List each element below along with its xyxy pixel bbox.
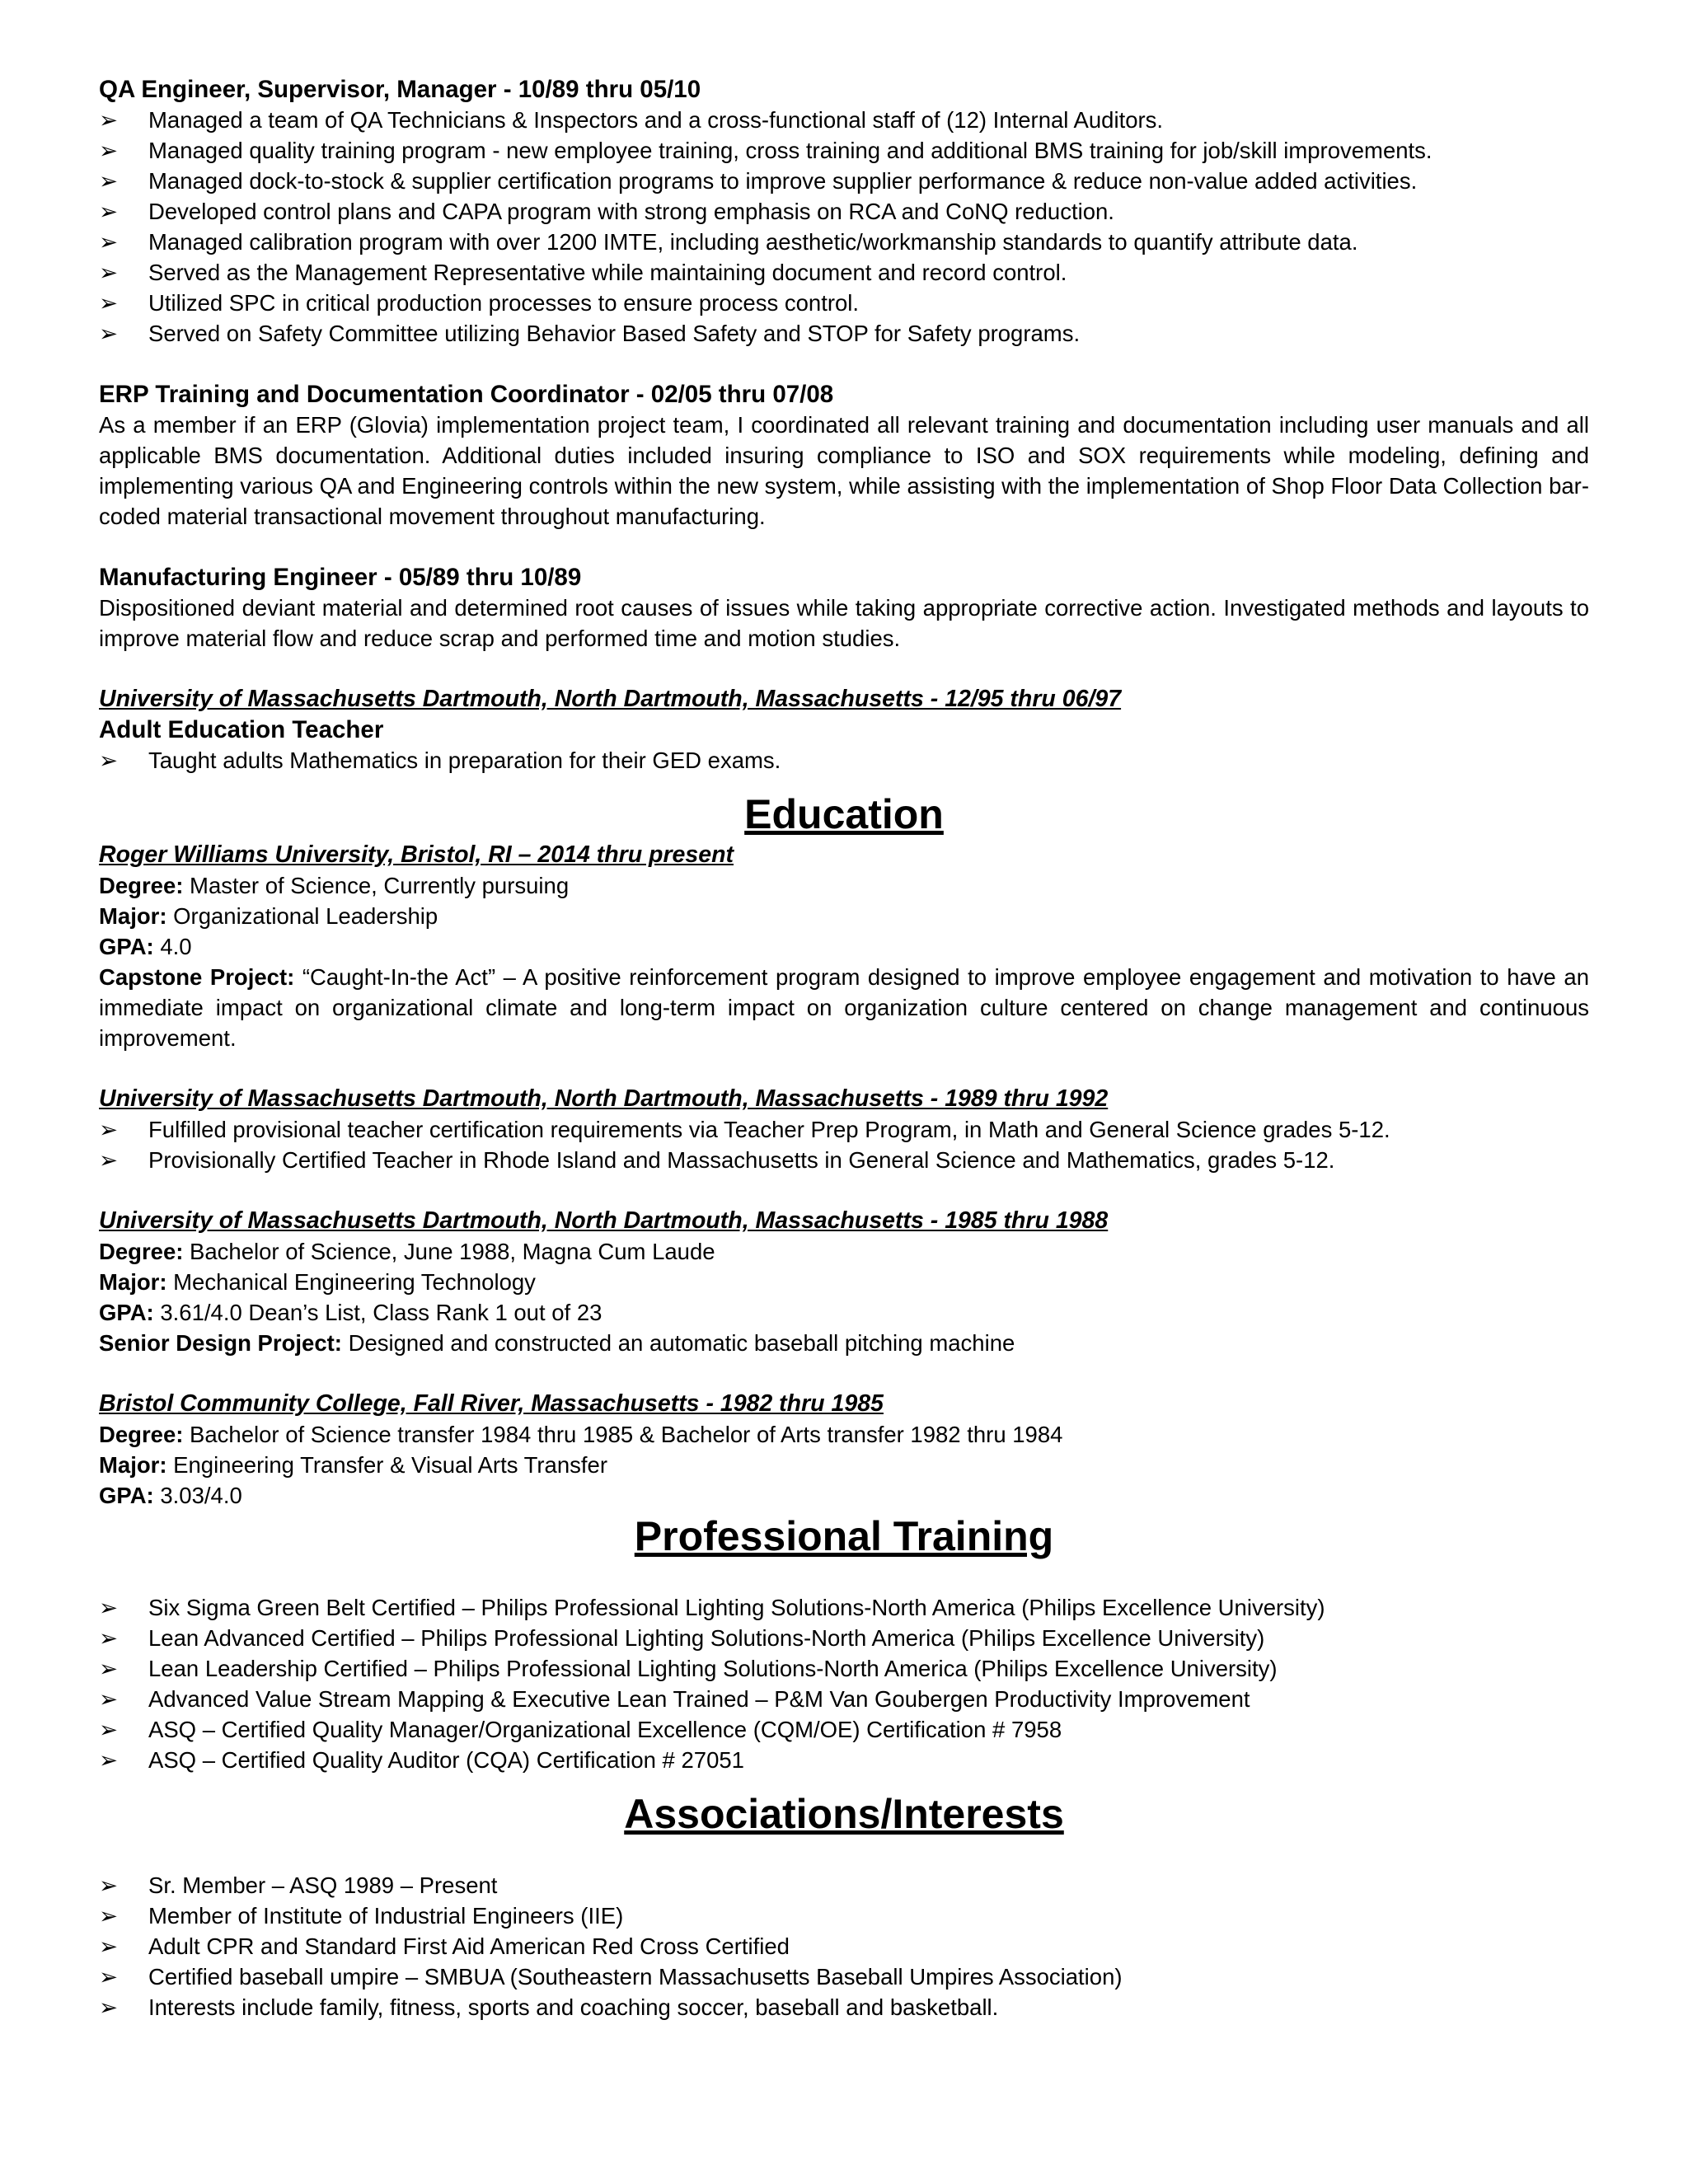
bullet-arrow-icon: ➢ [99, 1964, 119, 1990]
list-item: ➢ Interests include family, fitness, sports and coaching soccer, baseball and basketball. [99, 1992, 1589, 2022]
list-item: ➢ Developed control plans and CAPA program with strong emphasis on RCA and CoNQ reduction. [99, 196, 1589, 227]
bullet-arrow-icon: ➢ [99, 138, 119, 163]
list-item: ➢ Managed a team of QA Technicians & Inspectors and a cross-functional staff of (12) Internal Auditors. [99, 105, 1589, 135]
list-item: ➢ Six Sigma Green Belt Certified – Philips Professional Lighting Solutions-North America (Philips Excellence University) [99, 1592, 1589, 1623]
bullet-arrow-icon: ➢ [99, 1625, 119, 1651]
bcc-major: Major: Engineering Transfer & Visual Arts Transfer [99, 1452, 607, 1478]
bullet-arrow-icon: ➢ [99, 1933, 119, 1959]
list-item: ➢ Certified baseball umpire – SMBUA (Southeastern Massachusetts Baseball Umpires Association) [99, 1961, 1589, 1992]
qa-role-bullets [99, 105, 1589, 349]
bullet-arrow-icon: ➢ [99, 1903, 119, 1929]
bullet-arrow-icon: ➢ [99, 1117, 119, 1142]
list-item: ➢ Served on Safety Committee utilizing Behavior Based Safety and STOP for Safety programs. [99, 318, 1589, 349]
rwu-capstone: Capstone Project: “Caught-In-the Act” – A positive reinforcement program designed to improve employee engagement and motivation to have an immediate impact on organizational climate and long-term impact on organization culture centered on change management and continuous improvement. [99, 964, 1589, 1051]
umass-bs-org: University of Massachusetts Dartmouth, North Dartmouth, Massachusetts - 1985 thru 1988 [99, 1207, 1109, 1234]
umass-bs-gpa: GPA: 3.61/4.0 Dean’s List, Class Rank 1 out of 23 [99, 1300, 603, 1325]
bullet-arrow-icon: ➢ [99, 290, 119, 316]
bullet-arrow-icon: ➢ [99, 168, 119, 194]
list-item: ➢ Provisionally Certified Teacher in Rhode Island and Massachusetts in General Science and Mathematics, grades 5-12. [99, 1145, 1589, 1175]
associations-heading: Associations/Interests [624, 1791, 1064, 1837]
list-item: ➢ Adult CPR and Standard First Aid American Red Cross Certified [99, 1931, 1589, 1961]
list-item: ➢ Utilized SPC in critical production processes to ensure process control. [99, 288, 1589, 318]
bullet-arrow-icon: ➢ [99, 748, 119, 773]
umass-teacher-bullets [99, 745, 1589, 776]
list-item: ➢ Fulfilled provisional teacher certification requirements via Teacher Prep Program, in Math and General Science grades 5-12. [99, 1114, 1589, 1145]
bullet-arrow-icon: ➢ [99, 107, 119, 133]
umass-cert-bullets [99, 1114, 1589, 1175]
qa-role-title: QA Engineer, Supervisor, Manager - 10/89 thru 05/10 [99, 76, 701, 103]
umass-cert-org: University of Massachusetts Dartmouth, North Dartmouth, Massachusetts - 1989 thru 1992 [99, 1085, 1109, 1112]
bullet-arrow-icon: ➢ [99, 1147, 119, 1173]
bullet-arrow-icon: ➢ [99, 260, 119, 285]
bcc-org: Bristol Community College, Fall River, Massachusetts - 1982 thru 1985 [99, 1390, 884, 1417]
list-item: ➢ Managed calibration program with over 1200 IMTE, including aesthetic/workmanship standards to quantify attribute data. [99, 227, 1589, 257]
erp-role-description: As a member if an ERP (Glovia) implementation project team, I coordinated all relevant training and documentation including user manuals and all applicable BMS documentation. Additional duties included insuring compliance to ISO and SOX requirements while modeling, defining and implementing various QA and Engineering controls within the new system, while assisting with the implementation of Shop Floor Data Collection bar-coded material transactional movement throughout manufacturing. [99, 412, 1589, 529]
list-item: ➢ Taught adults Mathematics in preparation for their GED exams. [99, 745, 1589, 776]
associations-bullets [99, 1870, 1589, 2022]
bullet-arrow-icon: ➢ [99, 1717, 119, 1742]
umass-bs-degree: Degree: Bachelor of Science, June 1988, Magna Cum Laude [99, 1239, 715, 1264]
list-item: ➢ Advanced Value Stream Mapping & Executive Lean Trained – P&M Van Goubergen Productivity Improvement [99, 1684, 1589, 1714]
umass-bs-major: Major: Mechanical Engineering Technology [99, 1269, 536, 1295]
bullet-arrow-icon: ➢ [99, 1595, 119, 1620]
umass-teacher-org: University of Massachusetts Dartmouth, North Dartmouth, Massachusetts - 12/95 thru 06/97 [99, 686, 1122, 712]
list-item: ➢ ASQ – Certified Quality Auditor (CQA) Certification # 27051 [99, 1745, 1589, 1775]
bullet-arrow-icon: ➢ [99, 1747, 119, 1773]
bullet-arrow-icon: ➢ [99, 229, 119, 255]
education-heading: Education [744, 791, 944, 837]
list-item: ➢ Lean Leadership Certified – Philips Professional Lighting Solutions-North America (Philips Excellence University) [99, 1653, 1589, 1684]
training-heading: Professional Training [634, 1513, 1054, 1559]
bullet-arrow-icon: ➢ [99, 321, 119, 346]
erp-role-title: ERP Training and Documentation Coordinator - 02/05 thru 07/08 [99, 381, 834, 408]
list-item: ➢ Lean Advanced Certified – Philips Professional Lighting Solutions-North America (Philips Excellence University) [99, 1623, 1589, 1653]
list-item: ➢ Sr. Member – ASQ 1989 – Present [99, 1870, 1589, 1900]
training-bullets [99, 1592, 1589, 1775]
bullet-arrow-icon: ➢ [99, 1994, 119, 2020]
rwu-degree: Degree: Master of Science, Currently pursuing [99, 873, 570, 898]
list-item: ➢ Member of Institute of Industrial Engineers (IIE) [99, 1900, 1589, 1931]
bullet-arrow-icon: ➢ [99, 1686, 119, 1712]
rwu-major: Major: Organizational Leadership [99, 903, 438, 929]
umass-teacher-title: Adult Education Teacher [99, 716, 384, 743]
rwu-gpa: GPA: 4.0 [99, 934, 192, 959]
mfg-role-description: Dispositioned deviant material and determined root causes of issues while taking appropriate corrective action. Investigated methods and layouts to improve material flow and reduce scrap and performed time and motion studies. [99, 595, 1589, 651]
bullet-arrow-icon: ➢ [99, 1656, 119, 1681]
rwu-org: Roger Williams University, Bristol, RI – 2014 thru present [99, 841, 734, 868]
bullet-arrow-icon: ➢ [99, 1872, 119, 1898]
list-item: ➢ ASQ – Certified Quality Manager/Organizational Excellence (CQM/OE) Certification # 7958 [99, 1714, 1589, 1745]
list-item: ➢ Served as the Management Representative while maintaining document and record control. [99, 257, 1589, 288]
list-item: ➢ Managed dock-to-stock & supplier certification programs to improve supplier performance & reduce non-value added activities. [99, 166, 1589, 196]
list-item: ➢ Managed quality training program - new employee training, cross training and additional BMS training for job/skill improvements. [99, 135, 1589, 166]
mfg-role-title: Manufacturing Engineer - 05/89 thru 10/89 [99, 564, 582, 591]
bullet-arrow-icon: ➢ [99, 199, 119, 224]
umass-bs-project: Senior Design Project: Designed and constructed an automatic baseball pitching machine [99, 1330, 1015, 1356]
bcc-gpa: GPA: 3.03/4.0 [99, 1483, 242, 1508]
bcc-degree: Degree: Bachelor of Science transfer 1984 thru 1985 & Bachelor of Arts transfer 1982 thru 1984 [99, 1422, 1063, 1447]
